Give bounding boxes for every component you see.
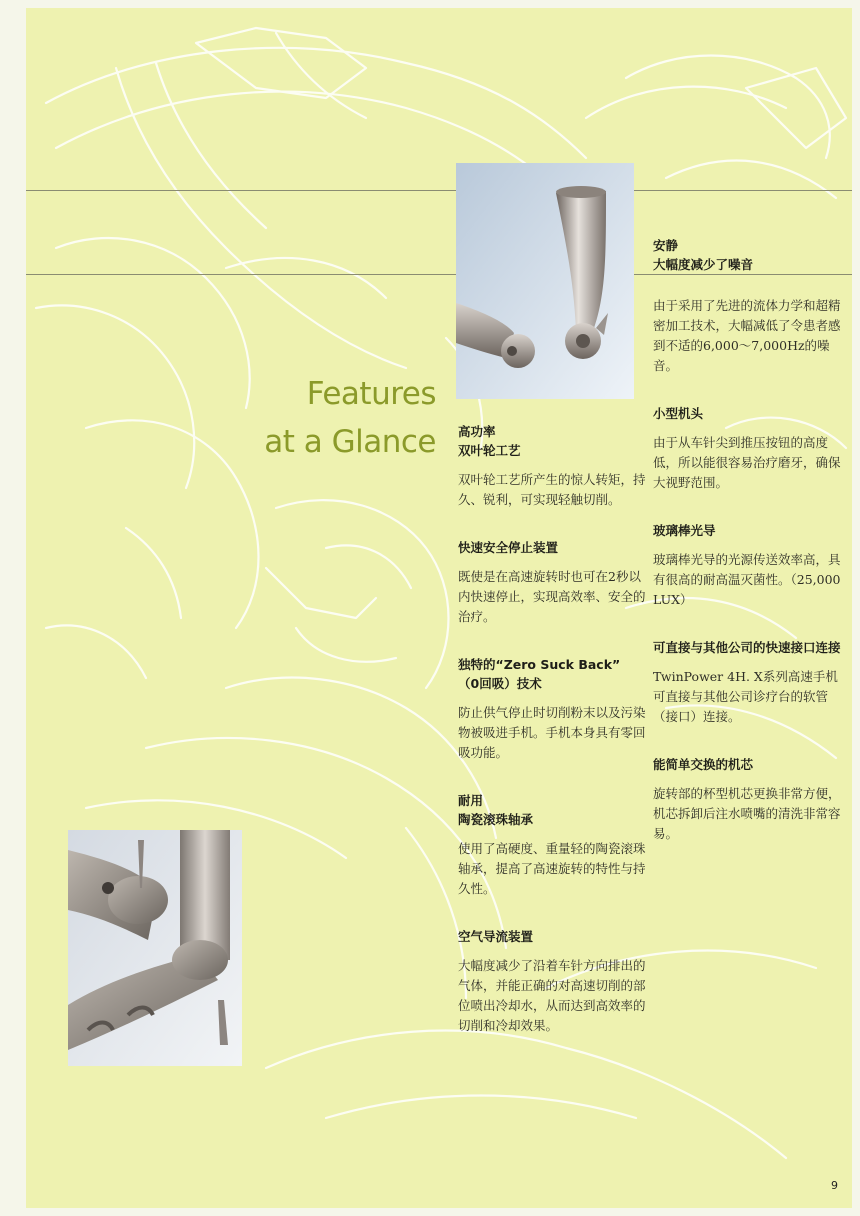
feature-title: 小型机头 — [653, 406, 704, 421]
divider-line-2 — [26, 274, 456, 275]
feature-title: 高功率 — [458, 424, 496, 439]
feature-description: 双叶轮工艺所产生的惊人转矩，持久、锐利，可实现轻触切削。 — [458, 472, 646, 507]
feature-high-power — [458, 422, 648, 510]
feature-description: 防止供气停止时切削粉末以及污染物被吸进手机。手机本身具有零回吸功能。 — [458, 705, 646, 760]
feature-title: 独特的“Zero Suck Back” — [458, 657, 621, 672]
feature-coupling-compat — [653, 638, 843, 727]
feature-title: 可直接与其他公司的快速接口连接 — [653, 640, 841, 655]
feature-subtitle: （0回吸）技术 — [458, 676, 542, 691]
heading-line-2: at a Glance — [264, 424, 436, 460]
handpiece-photo-top — [456, 163, 634, 399]
handpiece-photo-bottom — [68, 830, 242, 1066]
feature-air-guide — [458, 927, 648, 1036]
feature-easy-cartridge — [653, 755, 843, 844]
feature-title: 耐用 — [458, 793, 484, 808]
feature-title: 快速安全停止装置 — [458, 540, 559, 555]
feature-quick-stop — [458, 538, 648, 627]
feature-ceramic-bearings — [458, 791, 648, 899]
feature-description: 使用了高硬度、重量轻的陶瓷滚珠轴承，提高了高速旋转的特性与持久性。 — [458, 841, 646, 896]
feature-description: 旋转部的杯型机芯更换非常方便，机芯拆卸后注水喷嘴的清洗非常容易。 — [653, 786, 841, 841]
feature-glass-rod — [653, 521, 843, 610]
heading-line-1: Features — [306, 376, 436, 412]
feature-quiet — [653, 236, 843, 376]
feature-description: 玻璃棒光导的光源传送效率高，具有很高的耐高温灭菌性。（25,000 LUX） — [653, 552, 841, 607]
features-column-left — [458, 422, 648, 1064]
feature-zero-suck-back — [458, 655, 648, 763]
divider-line-1 — [26, 190, 456, 191]
feature-subtitle: 大幅度减少了噪音 — [653, 257, 754, 272]
features-column-right — [653, 236, 843, 872]
feature-title: 安静 — [653, 238, 679, 253]
divider-line-1-right — [634, 190, 852, 191]
feature-description: 由于从车针尖到推压按钮的高度低，所以能很容易治疗磨牙，确保大视野范围。 — [653, 435, 841, 490]
feature-small-head — [653, 404, 843, 493]
feature-title: 能简单交换的机芯 — [653, 757, 754, 772]
feature-description: 大幅度减少了沿着车针方向排出的气体，并能正确的对高速切削的部位喷出冷却水，从而达到高效率的切削和冷却效果。 — [458, 958, 646, 1033]
feature-description: TwinPower 4H. X系列高速手机可直接与其他公司诊疗台的软管（接口）连接。 — [653, 669, 838, 724]
feature-subtitle: 陶瓷滚珠轴承 — [458, 812, 534, 827]
feature-title: 玻璃棒光导 — [653, 523, 716, 538]
section-heading — [264, 370, 436, 466]
feature-description: 既使是在高速旋转时也可在2秒以内快速停止，实现高效率、安全的治疗。 — [458, 569, 646, 624]
brochure-page — [26, 8, 852, 1208]
feature-subtitle: 双叶轮工艺 — [458, 443, 521, 458]
feature-title: 空气导流装置 — [458, 929, 534, 944]
feature-description: 由于采用了先进的流体力学和超精密加工技术，大幅减低了令患者感到不适的6,000～7,000Hz的噪音。 — [653, 298, 841, 373]
page-number: 9 — [831, 1179, 838, 1192]
